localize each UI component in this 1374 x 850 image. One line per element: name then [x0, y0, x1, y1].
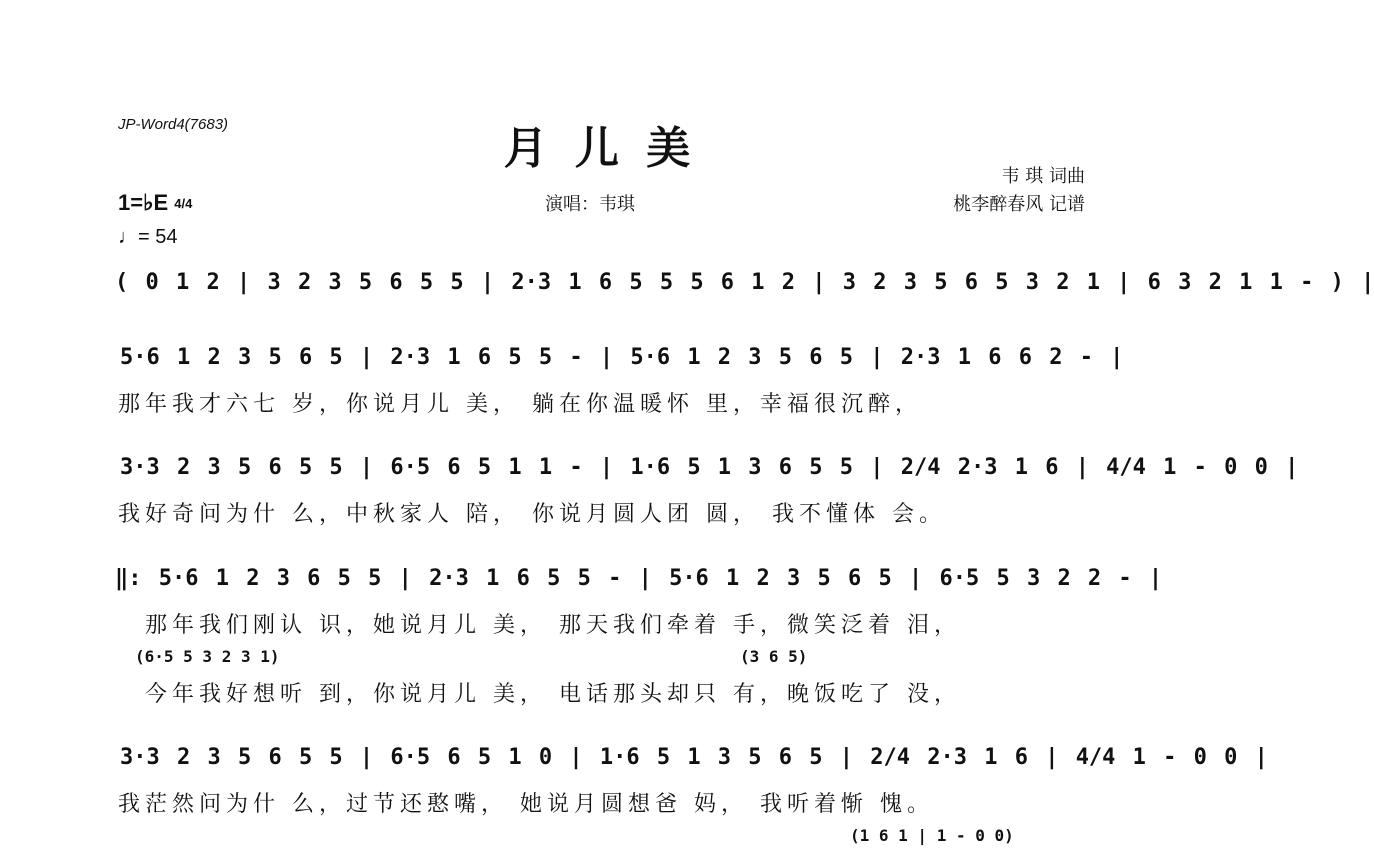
score-line-4-lyric-2: 今年我好想听 到，你说月儿 美， 电话那头却只 有，晚饭吃了 没，: [145, 682, 961, 707]
time-signature: 4/4: [174, 196, 193, 212]
key-signature: [118, 190, 192, 216]
key-label: 1=♭E: [118, 190, 169, 215]
source-label: JP-Word4(7683): [118, 116, 229, 133]
score-line-4-lyric: 那年我们刚认 识，她说月儿 美， 那天我们牵着 手，微笑泛着 泪，: [145, 613, 961, 638]
score-line-3-notes: 3·3 2 3 5 6 5 5 | 6·5 6 5 1 1 - | 1·6 5 1 3 6 5 5 | 2/4 2·3 1 6 | 4/4 1 - 0 0 |: [120, 455, 1299, 480]
score-line-5-notes: 3·3 2 3 5 6 5 5 | 6·5 6 5 1 0 | 1·6 5 1 3 5 6 5 | 2/4 2·3 1 6 | 4/4 1 - 0 0 |: [120, 745, 1268, 770]
score-line-4-alt-notes-b: (3 6 5): [740, 647, 808, 666]
score-line-4-alt-notes-a: (6·5 5 3 2 3 1): [135, 647, 280, 666]
tempo-marking: ♩= 54: [118, 226, 178, 248]
score-line-4-notes: ‖: 5·6 1 2 3 6 5 5 | 2·3 1 6 5 5 - | 5·6 1 2 3 5 6 5 | 6·5 5 3 2 2 - |: [115, 566, 1163, 591]
score-line-5-alt-notes: (1 6 1 | 1 - 0 0): [850, 826, 1014, 845]
score-line-1-notes: ( 0 1 2 | 3 2 3 5 6 5 5 | 2·3 1 6 5 5 5 6 1 2 | 3 2 3 5 6 5 3 2 1 | 6 3 2 1 1 - ) |: [115, 270, 1374, 295]
score-line-2-notes: 5·6 1 2 3 5 6 5 | 2·3 1 6 5 5 - | 5·6 1 2 3 5 6 5 | 2·3 1 6 6 2 - |: [120, 345, 1124, 370]
score-line-2-lyric: 那年我才六七 岁，你说月儿 美， 躺在你温暖怀 里，幸福很沉醉，: [118, 392, 922, 417]
score-line-3-lyric: 我好奇问为什 么，中秋家人 陪， 你说月圆人团 圆， 我不懂体 会。: [118, 502, 946, 527]
lyricist-credit: 韦 琪 词曲: [1001, 166, 1085, 187]
transcriber-credit: 桃李醉春风 记谱: [953, 194, 1085, 215]
page-title: 月 儿 美: [503, 123, 697, 174]
singer-credit: 演唱：韦琪: [545, 194, 635, 215]
score-line-5-lyric: 我茫然问为什 么，过节还憨嘴， 她说月圆想爸 妈， 我听着惭 愧。: [118, 792, 934, 817]
